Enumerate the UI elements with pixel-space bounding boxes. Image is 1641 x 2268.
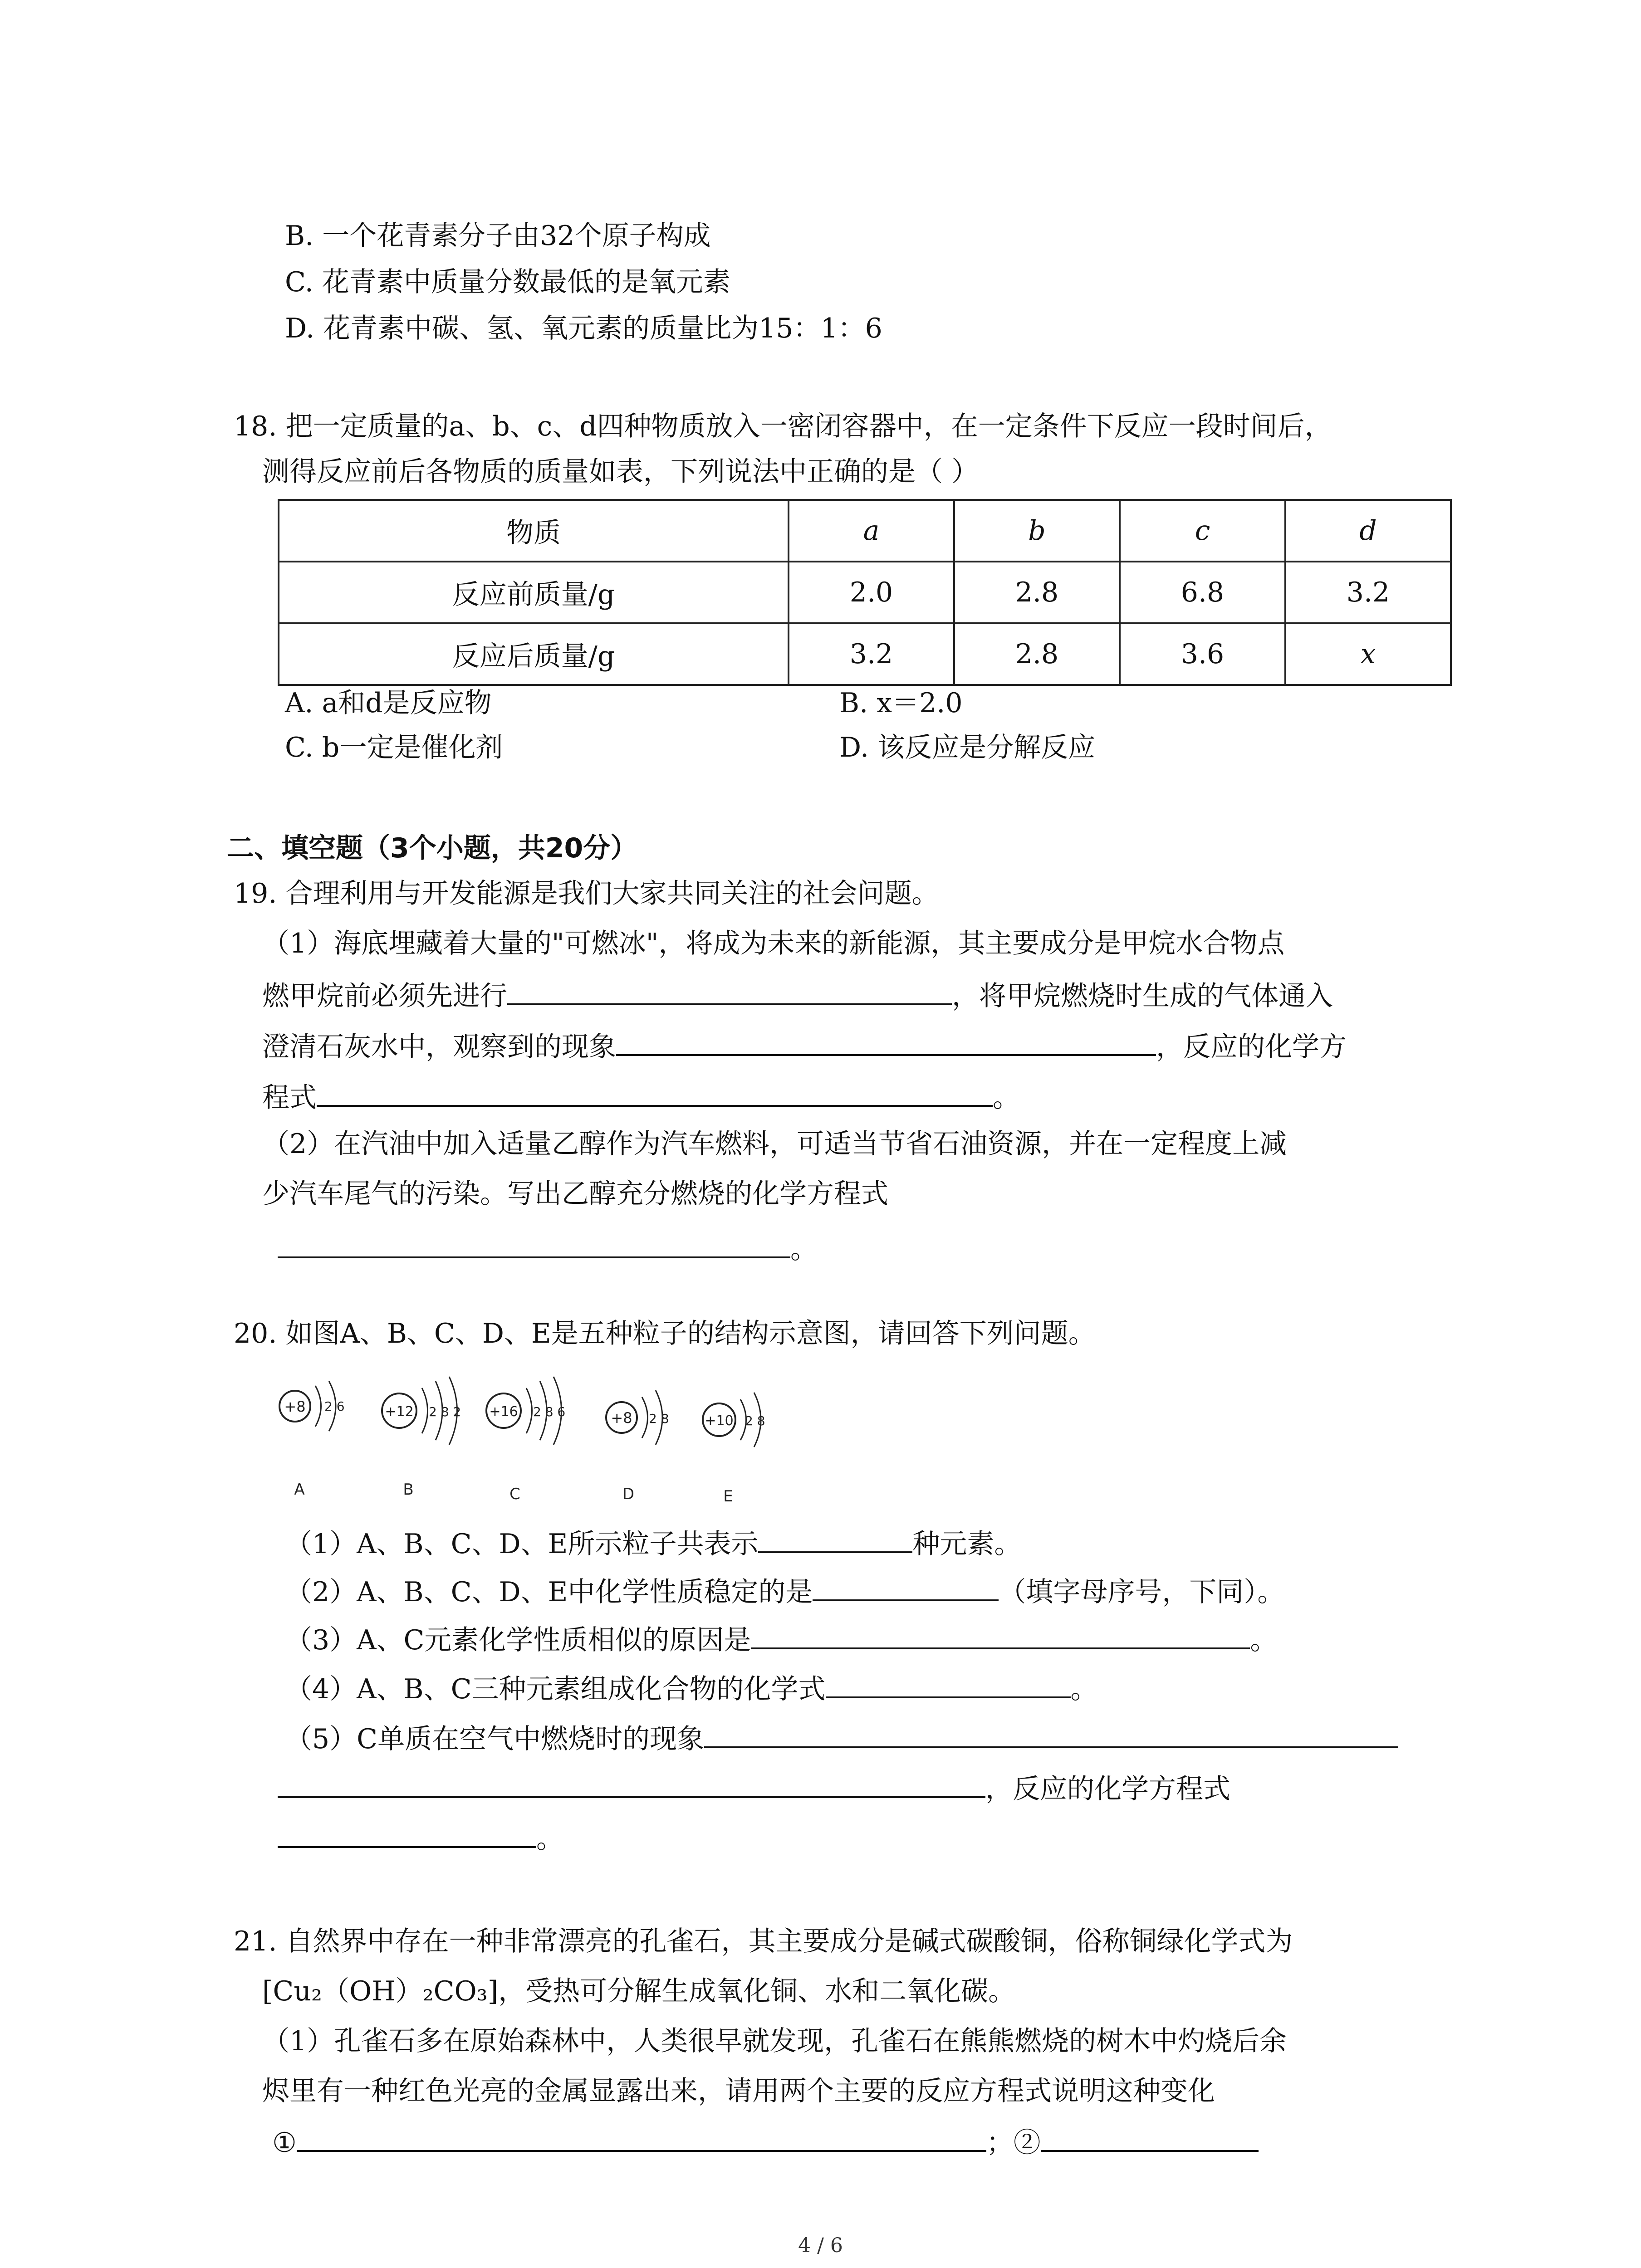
q19-p1-line1: （1）海底埋藏着大量的"可燃冰"，将成为未来的新能源，其主要成分是甲烷水合物点 xyxy=(262,928,1285,959)
q20-part3 xyxy=(285,1620,1277,1658)
section-title: 二、填空题（3个小题，共20分） xyxy=(227,832,638,864)
q20-part5-line3 xyxy=(278,1819,563,1857)
q20-part4 xyxy=(285,1669,1098,1707)
text: ，反应的化学方 xyxy=(1156,1031,1347,1063)
q18-option-d: D. 该反应是分解反应 xyxy=(839,732,1096,763)
atom-shells: 2 6 xyxy=(324,1399,345,1414)
q20-part5-line1 xyxy=(285,1719,1398,1757)
q20-part5-line2 xyxy=(278,1769,1230,1807)
atom-nucleus: +12 xyxy=(385,1404,414,1420)
atom-shells: 2 8 6 xyxy=(533,1404,566,1419)
text: 。 xyxy=(536,1823,563,1855)
atom-shells: 2 8 2 xyxy=(429,1404,461,1419)
table-row xyxy=(279,623,1451,685)
atom-a-icon xyxy=(279,1381,345,1499)
atom-nucleus: +8 xyxy=(284,1398,306,1415)
q17-option-c: C. 花青素中质量分数最低的是氧元素 xyxy=(285,266,730,298)
atom-nucleus: +16 xyxy=(489,1404,518,1420)
q19-p2-line2: 少汽车尾气的污染。写出乙醇充分燃烧的化学方程式 xyxy=(262,1178,888,1210)
q20-part1 xyxy=(285,1524,1021,1562)
q18-option-b: B. x＝2.0 xyxy=(839,687,963,719)
table-cell: 反应前质量/g xyxy=(279,562,789,623)
atom-c-icon xyxy=(486,1377,565,1503)
table-cell: 物质 xyxy=(279,500,789,562)
text: ，反应的化学方程式 xyxy=(985,1773,1230,1805)
text: 种元素。 xyxy=(912,1528,1022,1560)
atom-nucleus: +8 xyxy=(611,1409,632,1427)
answer-blank[interactable] xyxy=(751,1620,1250,1649)
q21-p1-line2: 烬里有一种红色光亮的金属显露出来，请用两个主要的反应方程式说明这种变化 xyxy=(262,2075,1215,2107)
answer-blank[interactable] xyxy=(704,1719,1398,1748)
table-cell: b xyxy=(954,500,1120,562)
table-cell: 3.6 xyxy=(1120,623,1285,685)
table-cell: c xyxy=(1120,500,1285,562)
table-cell: x xyxy=(1285,623,1451,685)
atom-nucleus: +10 xyxy=(705,1413,734,1429)
answer-blank[interactable] xyxy=(297,2123,986,2152)
answer-blank[interactable] xyxy=(278,1229,790,1258)
q18-stem-line1: 18. 把一定质量的a、b、c、d四种物质放入一密闭容器中，在一定条件下反应一段时间后， xyxy=(234,411,1332,442)
q21-stem-line2: [Cu₂（OH）₂CO₃]，受热可分解生成氧化铜、水和二氧化碳。 xyxy=(262,1975,1016,2007)
atom-shells: 2 8 xyxy=(649,1411,669,1426)
text: （1）A、B、C、D、E所示粒子共表示 xyxy=(285,1528,759,1560)
answer-blank[interactable] xyxy=(1041,2123,1259,2152)
answer-blank[interactable] xyxy=(616,1027,1156,1056)
circled-one: ① xyxy=(272,2127,297,2159)
q17-option-d: D. 花青素中碳、氢、氧元素的质量比为15：1：6 xyxy=(285,313,882,344)
q19-p1-line4 xyxy=(262,1078,1020,1116)
text: （4）A、B、C三种元素组成化合物的化学式 xyxy=(285,1673,826,1705)
q19-p2-line1: （2）在汽油中加入适量乙醇作为汽车燃料，可适当节省石油资源，并在一定程度上减 xyxy=(262,1128,1287,1160)
q19-stem: 19. 合理利用与开发能源是我们大家共同关注的社会问题。 xyxy=(234,878,939,909)
atom-d-icon xyxy=(606,1390,669,1503)
table-cell: 3.2 xyxy=(1285,562,1451,623)
table-cell: 2.8 xyxy=(954,562,1120,623)
q17-option-b: B. 一个花青素分子由32个原子构成 xyxy=(285,220,711,252)
text: （2）A、B、C、D、E中化学性质稳定的是 xyxy=(285,1576,813,1608)
answer-blank[interactable] xyxy=(317,1078,993,1107)
text: （5）C单质在空气中燃烧时的现象 xyxy=(285,1723,705,1755)
q21-answer-line xyxy=(272,2123,1259,2161)
q18-stem-line2: 测得反应前后各物质的质量如表，下列说法中正确的是（ ） xyxy=(262,456,979,488)
atom-label: E xyxy=(723,1487,733,1505)
q20-part2 xyxy=(285,1572,1284,1610)
text: 燃甲烷前必须先进行 xyxy=(262,980,507,1012)
atom-label: B xyxy=(403,1481,414,1499)
answer-blank[interactable] xyxy=(278,1769,985,1798)
table-cell: 6.8 xyxy=(1120,562,1285,623)
answer-blank[interactable] xyxy=(278,1819,536,1848)
text: 澄清石灰水中，观察到的现象 xyxy=(262,1031,616,1063)
table-cell: 3.2 xyxy=(789,623,954,685)
answer-blank[interactable] xyxy=(507,976,952,1005)
text: ，将甲烷燃烧时生成的气体通入 xyxy=(952,980,1333,1012)
table-cell: d xyxy=(1285,500,1451,562)
table-cell: a xyxy=(789,500,954,562)
table-row xyxy=(279,562,1451,623)
atom-b-icon xyxy=(382,1377,461,1499)
text: 。 xyxy=(993,1082,1020,1114)
atom-diagrams xyxy=(272,1374,817,1510)
atom-shells: 2 8 xyxy=(745,1413,765,1428)
table-cell: 2.8 xyxy=(954,623,1120,685)
text: 程式 xyxy=(262,1082,317,1114)
page-number: 4 / 6 xyxy=(798,2234,843,2257)
atom-label: C xyxy=(509,1485,520,1503)
q21-p1-line1: （1）孔雀石多在原始森林中，人类很早就发现，孔雀石在熊熊燃烧的树木中灼烧后余 xyxy=(262,2025,1287,2057)
separator: ； xyxy=(986,2127,1014,2159)
q18-option-c: C. b一定是催化剂 xyxy=(285,732,503,763)
answer-blank[interactable] xyxy=(758,1524,912,1553)
text: （填字母序号，下同）。 xyxy=(999,1576,1285,1608)
atom-label: A xyxy=(294,1481,305,1499)
q19-p1-line3 xyxy=(262,1027,1347,1065)
table-header-row xyxy=(279,500,1451,562)
circled-two: ② xyxy=(1013,2127,1041,2159)
text: 。 xyxy=(1250,1624,1278,1656)
table-cell: 反应后质量/g xyxy=(279,623,789,685)
q18-option-a: A. a和d是反应物 xyxy=(285,687,492,719)
atom-e-icon xyxy=(703,1393,765,1505)
q21-stem-line1: 21. 自然界中存在一种非常漂亮的孔雀石，其主要成分是碱式碳酸铜，俗称铜绿化学式为 xyxy=(234,1926,1293,1957)
q19-p1-line2 xyxy=(262,976,1333,1014)
text: 。 xyxy=(790,1233,818,1265)
table-cell: 2.0 xyxy=(789,562,954,623)
text: 。 xyxy=(1070,1673,1098,1705)
q19-p2-line3 xyxy=(278,1229,818,1267)
answer-blank[interactable] xyxy=(826,1669,1071,1698)
text: （3）A、C元素化学性质相似的原因是 xyxy=(285,1624,751,1656)
answer-blank[interactable] xyxy=(813,1572,999,1601)
mass-table xyxy=(278,499,1452,686)
atom-label: D xyxy=(622,1485,635,1503)
q20-stem: 20. 如图A、B、C、D、E是五种粒子的结构示意图，请回答下列问题。 xyxy=(234,1318,1096,1349)
